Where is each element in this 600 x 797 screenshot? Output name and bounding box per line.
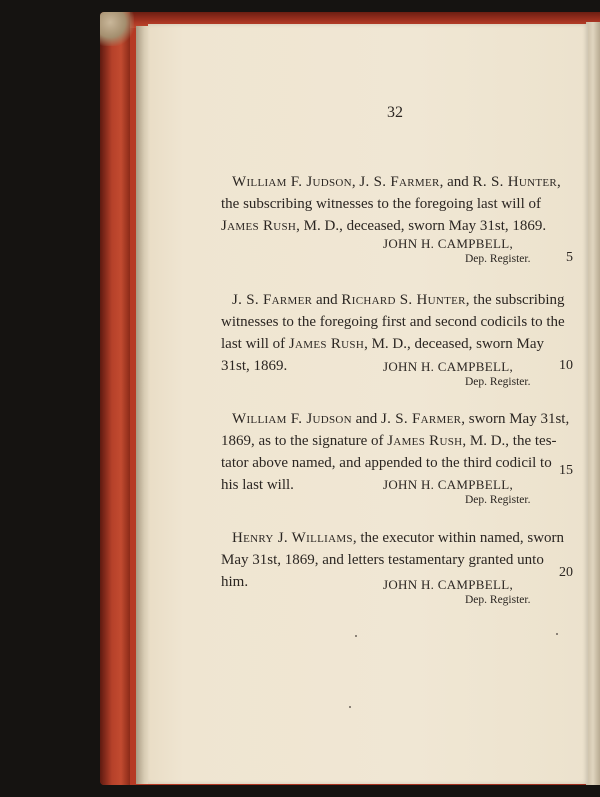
text-run: May 31st, 1869, and letters testamentary granted unto — [221, 552, 544, 568]
text-run: witnesses to the foregoing first and second codicils to the — [221, 314, 565, 330]
entry-line — [232, 527, 564, 550]
signature-name: JOHN H. CAMPBELL, — [383, 236, 514, 251]
text-run: , the executor within named, sworn — [352, 530, 565, 546]
entry-line — [221, 311, 565, 334]
page-number: 32 — [387, 104, 403, 121]
text-run: 31st, 1869. — [221, 358, 288, 374]
signature-name: JOHN H. CAMPBELL, — [383, 577, 514, 592]
paper-speck — [355, 635, 357, 637]
person-name: James Rush — [387, 433, 463, 449]
text-run: , and — [439, 174, 473, 190]
paper-speck — [349, 706, 351, 708]
page-stack-edge — [586, 22, 600, 785]
entry-line — [221, 333, 544, 356]
text-run: , — [351, 174, 360, 190]
entry-line — [232, 171, 561, 194]
text-run: and — [312, 292, 342, 308]
signature-name: JOHN H. CAMPBELL, — [383, 359, 514, 374]
text-run: , — [557, 174, 561, 190]
text-run: the subscribing witnesses to the foregoing last will of — [221, 196, 541, 212]
text-run: his last will. — [221, 477, 294, 493]
signature-title: Dep. Register. — [465, 376, 531, 388]
person-name: J. S. Farmer — [232, 292, 313, 308]
person-name: J. S. Farmer — [359, 174, 440, 190]
person-name: R. S. Hunter — [472, 174, 557, 190]
person-name: William F. Judson — [232, 411, 352, 427]
person-name: James Rush — [221, 218, 297, 234]
text-run: , M. D., the tes- — [462, 433, 557, 449]
entry-line — [221, 355, 287, 378]
signature-title: Dep. Register. — [465, 494, 531, 506]
text-run: and — [351, 411, 382, 427]
entry-line — [221, 430, 557, 453]
line-marker: 20 — [559, 565, 573, 580]
entry-line — [232, 289, 565, 312]
line-marker: 15 — [559, 463, 573, 478]
person-name: Richard S. Hunter — [341, 292, 466, 308]
paper-speck — [556, 633, 558, 635]
entry-line — [221, 215, 546, 238]
person-name: Henry J. Williams — [232, 530, 353, 546]
person-name: William F. Judson — [232, 174, 352, 190]
entry-line — [221, 571, 248, 594]
cover-corner-wear — [100, 12, 134, 46]
signature-title: Dep. Register. — [465, 253, 531, 265]
text-run: tator above named, and appended to the third codicil to — [221, 455, 552, 471]
book-spine-edge — [100, 12, 130, 785]
person-name: James Rush — [288, 336, 365, 352]
signature-title: Dep. Register. — [465, 594, 531, 606]
entry-line — [221, 452, 552, 475]
text-run: , M. D., deceased, sworn May 31st, 1869. — [296, 218, 547, 234]
entry-line — [221, 193, 541, 216]
entry-line — [232, 408, 569, 431]
text-run: 1869, as to the signature of — [221, 433, 388, 449]
text-run: last will of — [221, 336, 289, 352]
text-run: , sworn May 31st, — [461, 411, 570, 427]
book-page — [148, 24, 588, 784]
entry-line — [221, 474, 294, 497]
person-name: J. S. Farmer — [381, 411, 462, 427]
entry-line — [221, 549, 544, 572]
text-run: , M. D., deceased, sworn May — [364, 336, 545, 352]
text-run: , the subscribing — [465, 292, 565, 308]
signature-name: JOHN H. CAMPBELL, — [383, 477, 514, 492]
text-run: him. — [221, 574, 249, 590]
line-marker: 10 — [559, 358, 573, 373]
line-marker: 5 — [566, 250, 573, 265]
